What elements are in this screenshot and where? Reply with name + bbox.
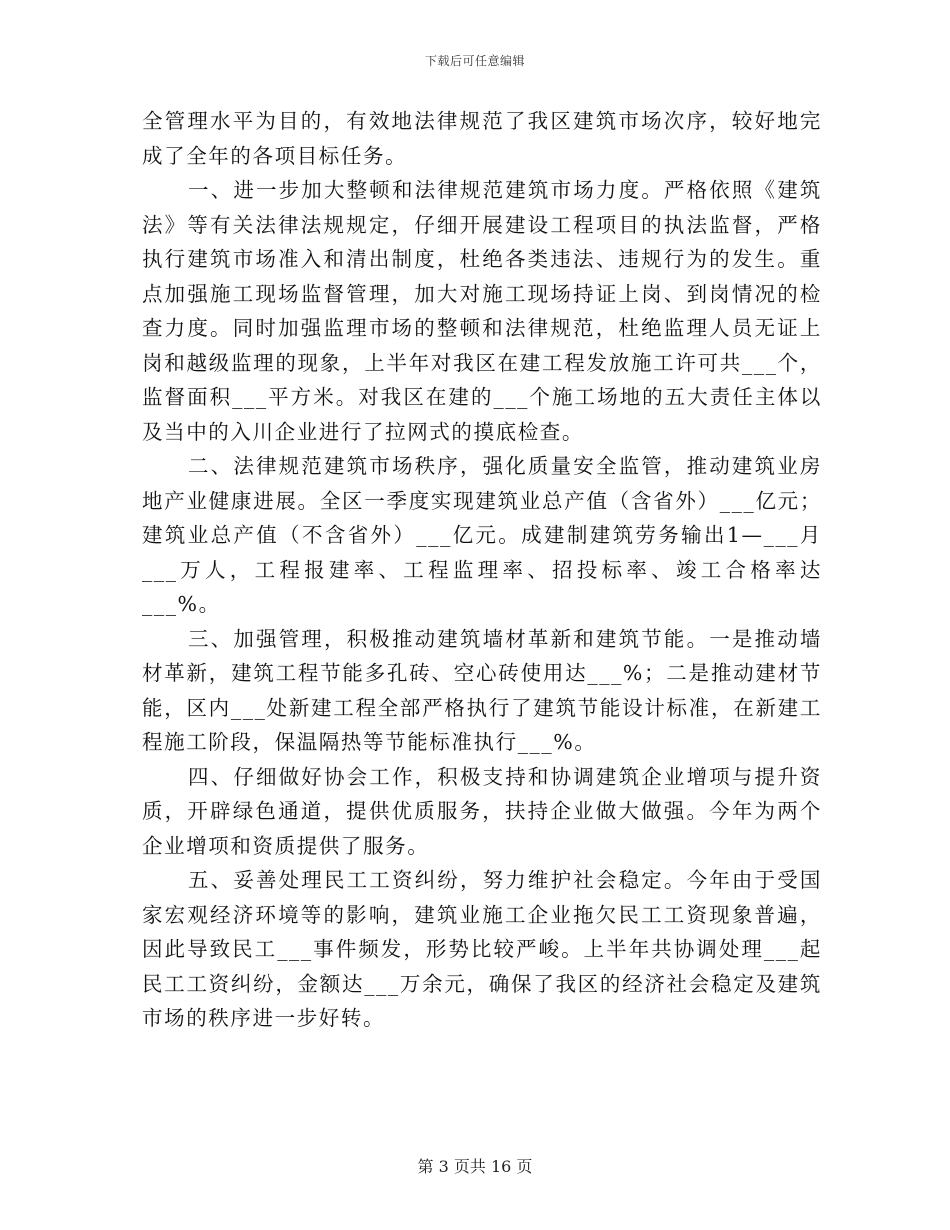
paragraph-section-1: 一、进一步加大整顿和法律规范建筑市场力度。严格依照《建筑法》等有关法律法规规定，仔细开展建设工程项目的执法监督，严格执行建筑市场准入和清出制度，杜绝各类违法、违规行为的发生。重点加强施工现场监督管理，加大对施工现场持证上岗、到岗情况的检查力度。同时加强监理市场的整顿和法律规范，杜绝监理人员无证上岗和越级监理的现象，上半年对我区在建工程发放施工许可共___个，监督面积___平方米。对我区在建的___个施工场地的五大责任主体以及当中的入川企业进行了拉网式的摸底检查。 [142,178,822,444]
paragraph-section-2: 二、法律规范建筑市场秩序，强化质量安全监管，推动建筑业房地产业健康进展。全区一季度实现建筑业总产值（含省外）___亿元；建筑业总产值（不含省外）___亿元。成建制建筑劳务输出1—___月___万人，工程报建率、工程监理率、招投标率、竣工合格率达___%。 [142,454,822,616]
page-header-note: 下载后可任意编辑 [424,54,525,68]
paragraph-section-4: 四、仔细做好协会工作，积极支持和协调建筑企业增项与提升资质，开辟绿色通道，提供优质服务，扶持企业做大做强。今年为两个企业增项和资质提供了服务。 [142,764,822,858]
paragraph-section-3: 三、加强管理，积极推动建筑墙材革新和建筑节能。一是推动墙材革新，建筑工程节能多孔砖、空心砖使用达___%；二是推动建材节能，区内___处新建工程全部严格执行了建筑节能设计标准，在新建工程施工阶段，保温隔热等节能标准执行___%。 [142,626,822,754]
document-body [142,104,822,1036]
page-number: 第 3 页共 16 页 [417,1157,533,1176]
paragraph-intro-continuation: 全管理水平为目的，有效地法律规范了我区建筑市场次序，较好地完成了全年的各项目标任务。 [142,109,822,168]
paragraph-section-5: 五、妥善处理民工工资纠纷，努力维护社会稳定。今年由于受国家宏观经济环境等的影响，建筑业施工企业拖欠民工工资现象普遍，因此导致民工___事件频发，形势比较严峻。上半年共协调处理___起民工工资纠纷，金额达___万余元，确保了我区的经济社会稳定及建筑市场的秩序进一步好转。 [142,868,822,1030]
